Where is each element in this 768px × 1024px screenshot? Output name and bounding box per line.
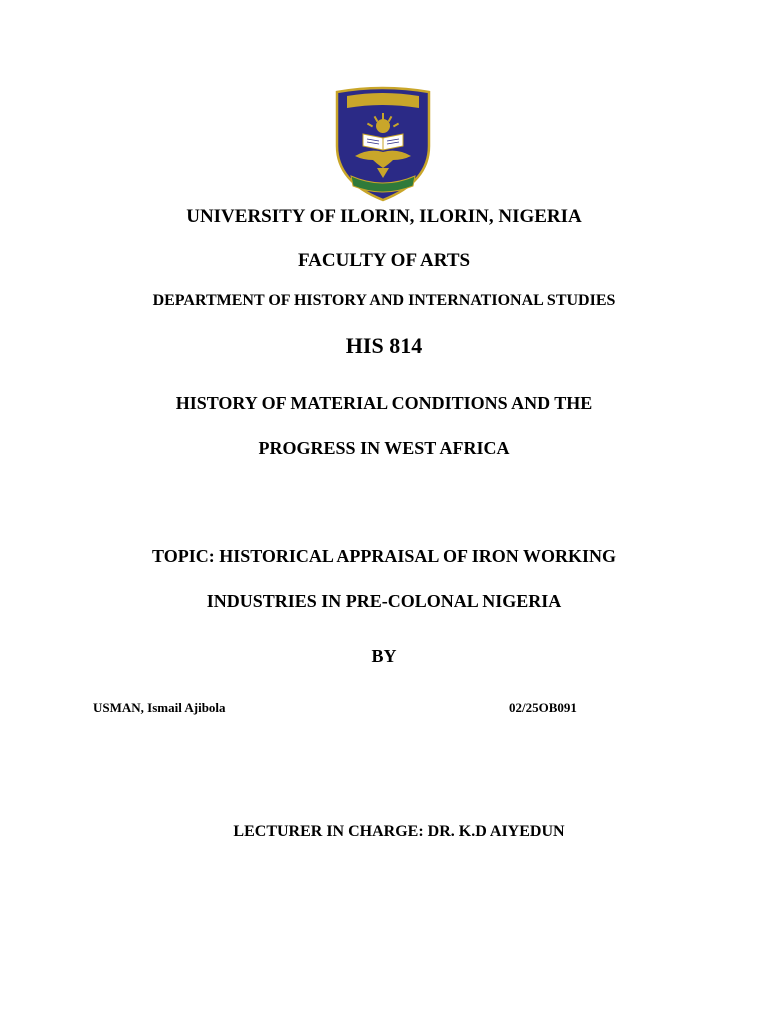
course-title-line-2: PROGRESS IN WEST AFRICA <box>258 438 510 458</box>
faculty-name: FACULTY OF ARTS <box>297 250 471 271</box>
course-title-line-1: HISTORY OF MATERIAL CONDITIONS AND THE <box>175 393 593 413</box>
course-code: HIS 814 <box>345 333 423 358</box>
department-name: DEPARTMENT OF HISTORY AND INTERNATIONAL STUDIES <box>152 292 616 309</box>
by-label: BY <box>371 646 397 666</box>
student-name: USMAN, Ismail Ajibola <box>93 700 226 715</box>
university-crest-logo <box>333 86 433 202</box>
topic-line-1: TOPIC: HISTORICAL APPRAISAL OF IRON WORKING <box>152 546 616 566</box>
university-name: UNIVERSITY OF ILORIN, ILORIN, NIGERIA <box>186 206 582 227</box>
lecturer-in-charge: LECTURER IN CHARGE: DR. K.D AIYEDUN <box>233 823 565 840</box>
topic-line-2: INDUSTRIES IN PRE-COLONAL NIGERIA <box>206 591 562 611</box>
student-matric-number: 02/25OB091 <box>509 700 577 715</box>
